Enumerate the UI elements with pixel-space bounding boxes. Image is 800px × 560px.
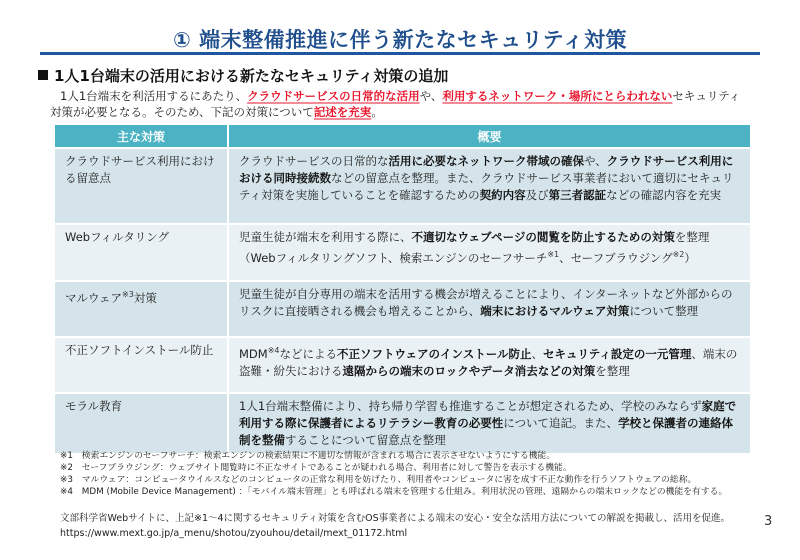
- summary-text: などの確認内容を充実: [606, 188, 722, 202]
- table-row: [55, 148, 751, 224]
- summary-text: 児童生徒が端末を利用する際に、: [239, 230, 412, 244]
- intro-highlight: 利用するネットワーク・場所にとらわれない: [442, 89, 673, 103]
- measure-label: マルウェア: [65, 291, 123, 305]
- column-header-measure: 主な対策: [55, 125, 228, 148]
- summary-text: 、: [531, 347, 543, 361]
- footnote: ※3 マルウェア：コンピュータウイルスなどのコンピュータの正常な利用を妨げたり、利用者やコンピュータに害を成す不正な動作を行うソフトウェアの総称。: [60, 475, 697, 485]
- summary-emphasis: 活用に必要なネットワーク帯域の確保: [388, 154, 584, 168]
- footnote-ref: ※2: [672, 250, 685, 259]
- measure-label: 対策: [133, 291, 157, 305]
- intro-highlight: クラウドサービスの日常的な活用: [247, 89, 420, 103]
- footnote-ref: ※3: [122, 290, 134, 299]
- summary-text: MDM: [239, 347, 268, 361]
- footnote: ※4 MDM (Mobile Device Management) ：「モバイル端末管理」とも呼ばれる端末を管理する仕組み。利用状況の管理、遠隔からの端末ロックなどの機能を有する。: [60, 487, 728, 497]
- summary-emphasis: 学校と保護者の連絡体制を整備: [239, 416, 734, 447]
- summary-emphasis: 端末におけるマルウェア対策: [480, 304, 630, 318]
- square-bullet-icon: [38, 70, 48, 80]
- measure-label: クラウドサービス利用における留意点: [65, 154, 215, 185]
- summary-text: ）: [684, 251, 696, 265]
- footnote: ※2 セーフブラウジング：ウェブサイト閲覧時に不正なサイトであることが疑われる場合、利用者に対して警告を表示する機能。: [60, 463, 572, 473]
- summary-emphasis: 不正ソフトウェアのインストール防止: [337, 347, 532, 361]
- table-row: [55, 281, 751, 337]
- section-heading: [38, 65, 448, 86]
- summary-emphasis: セキュリティ設定の一元管理: [542, 347, 692, 361]
- intro-text: や、: [419, 89, 443, 103]
- footnote-ref: ※1: [547, 250, 560, 259]
- summary-text: などの留意点を整理。また、クラウドサービス事業者において適切にセキュリティ対策を実施していることを確認するための: [239, 171, 734, 202]
- page-title: ① 端末整備推進に伴う新たなセキュリティ対策: [173, 28, 627, 52]
- summary-emphasis: 家庭で利用する際に保護者によるリテラシー教育の必要性: [239, 399, 737, 430]
- title-divider: [40, 52, 760, 55]
- measure-cell: [55, 148, 228, 224]
- summary-text: について追記。また、: [503, 416, 619, 430]
- table-header-row: [55, 125, 751, 148]
- summary-text: や、: [584, 154, 607, 168]
- summary-cell: [228, 281, 751, 337]
- intro-text: 1人1台端末を利活用するにあたり、: [60, 89, 248, 103]
- intro-text: 対策が必要となる。そのため、下記の対策について: [50, 105, 314, 119]
- summary-text: （Webフィルタリングソフト、検索エンジンのセーフサーチ: [239, 251, 548, 265]
- summary-text: を整理: [674, 230, 710, 244]
- measure-label: モラル教育: [65, 399, 123, 413]
- summary-text: することについて留意点を整理: [285, 433, 446, 447]
- summary-text: 、セーフブラウジング: [559, 251, 673, 265]
- column-header-summary: 概要: [228, 125, 751, 148]
- summary-cell: [228, 393, 751, 454]
- table-row: [55, 393, 751, 454]
- source-note: [60, 511, 730, 541]
- summary-emphasis: 第三者認証: [548, 188, 607, 202]
- summary-cell: [228, 337, 751, 393]
- source-url-link[interactable]: https://www.mext.go.jp/a_menu/shotou/zyouhou/detail/mext_01172.html: [60, 528, 408, 539]
- intro-paragraph: [50, 88, 760, 120]
- summary-emphasis: 遠隔からの端末のロックやデータ消去などの対策: [342, 364, 596, 378]
- summary-text: について整理: [629, 304, 699, 318]
- summary-text: などによる: [279, 347, 337, 361]
- footnotes: [60, 450, 760, 498]
- summary-text: クラウドサービスの日常的な: [239, 154, 389, 168]
- page-number: 3: [764, 514, 773, 529]
- footnote-ref: ※4: [267, 346, 280, 355]
- summary-emphasis: 契約内容: [479, 188, 526, 202]
- source-text: 文部科学省Webサイトに、上記※1～4に関するセキュリティ対策を含むOS事業者による端末の安心・安全な活用方法についての解説を掲載し、活用を促進。: [60, 513, 730, 524]
- table-row: [55, 337, 751, 393]
- summary-text: を整理: [595, 364, 630, 378]
- summary-text: 児童生徒が自分専用の端末を活用する機会が増えることにより、インターネットなど外部からのリスクに直接晒される機会も増えることから、: [239, 287, 733, 318]
- summary-cell: [228, 148, 751, 224]
- measure-label: Webフィルタリング: [65, 230, 169, 244]
- table-row: [55, 224, 751, 281]
- footnote: ※1 検索エンジンのセーフサーチ：検索エンジンの検索結果に不適切な情報が含まれる場合に表示させないようにする機能。: [60, 451, 556, 461]
- intro-text: 。: [371, 105, 383, 119]
- summary-text: 1人1台端末整備により、持ち帰り学習も推進することが想定されるため、学校のみならず: [239, 399, 702, 413]
- summary-text: 、端末の盗難・紛失における: [239, 347, 738, 378]
- intro-highlight: 記述を充実: [313, 105, 372, 119]
- intro-text: セキュリティ: [672, 89, 741, 103]
- measure-cell: [55, 281, 228, 337]
- measure-cell: [55, 337, 228, 393]
- security-measures-table: [55, 125, 752, 455]
- summary-text: 及び: [525, 188, 549, 202]
- section-heading-text: 1人1台端末の活用における新たなセキュリティ対策の追加: [54, 67, 449, 85]
- summary-emphasis: クラウドサービス利用における同時接続数: [239, 154, 734, 185]
- summary-cell: [228, 224, 751, 281]
- measure-label: 不正ソフトインストール防止: [65, 343, 214, 357]
- measure-cell: [55, 393, 228, 454]
- summary-emphasis: 不適切なウェブページの閲覧を防止するための対策: [411, 230, 675, 244]
- measure-cell: [55, 224, 228, 281]
